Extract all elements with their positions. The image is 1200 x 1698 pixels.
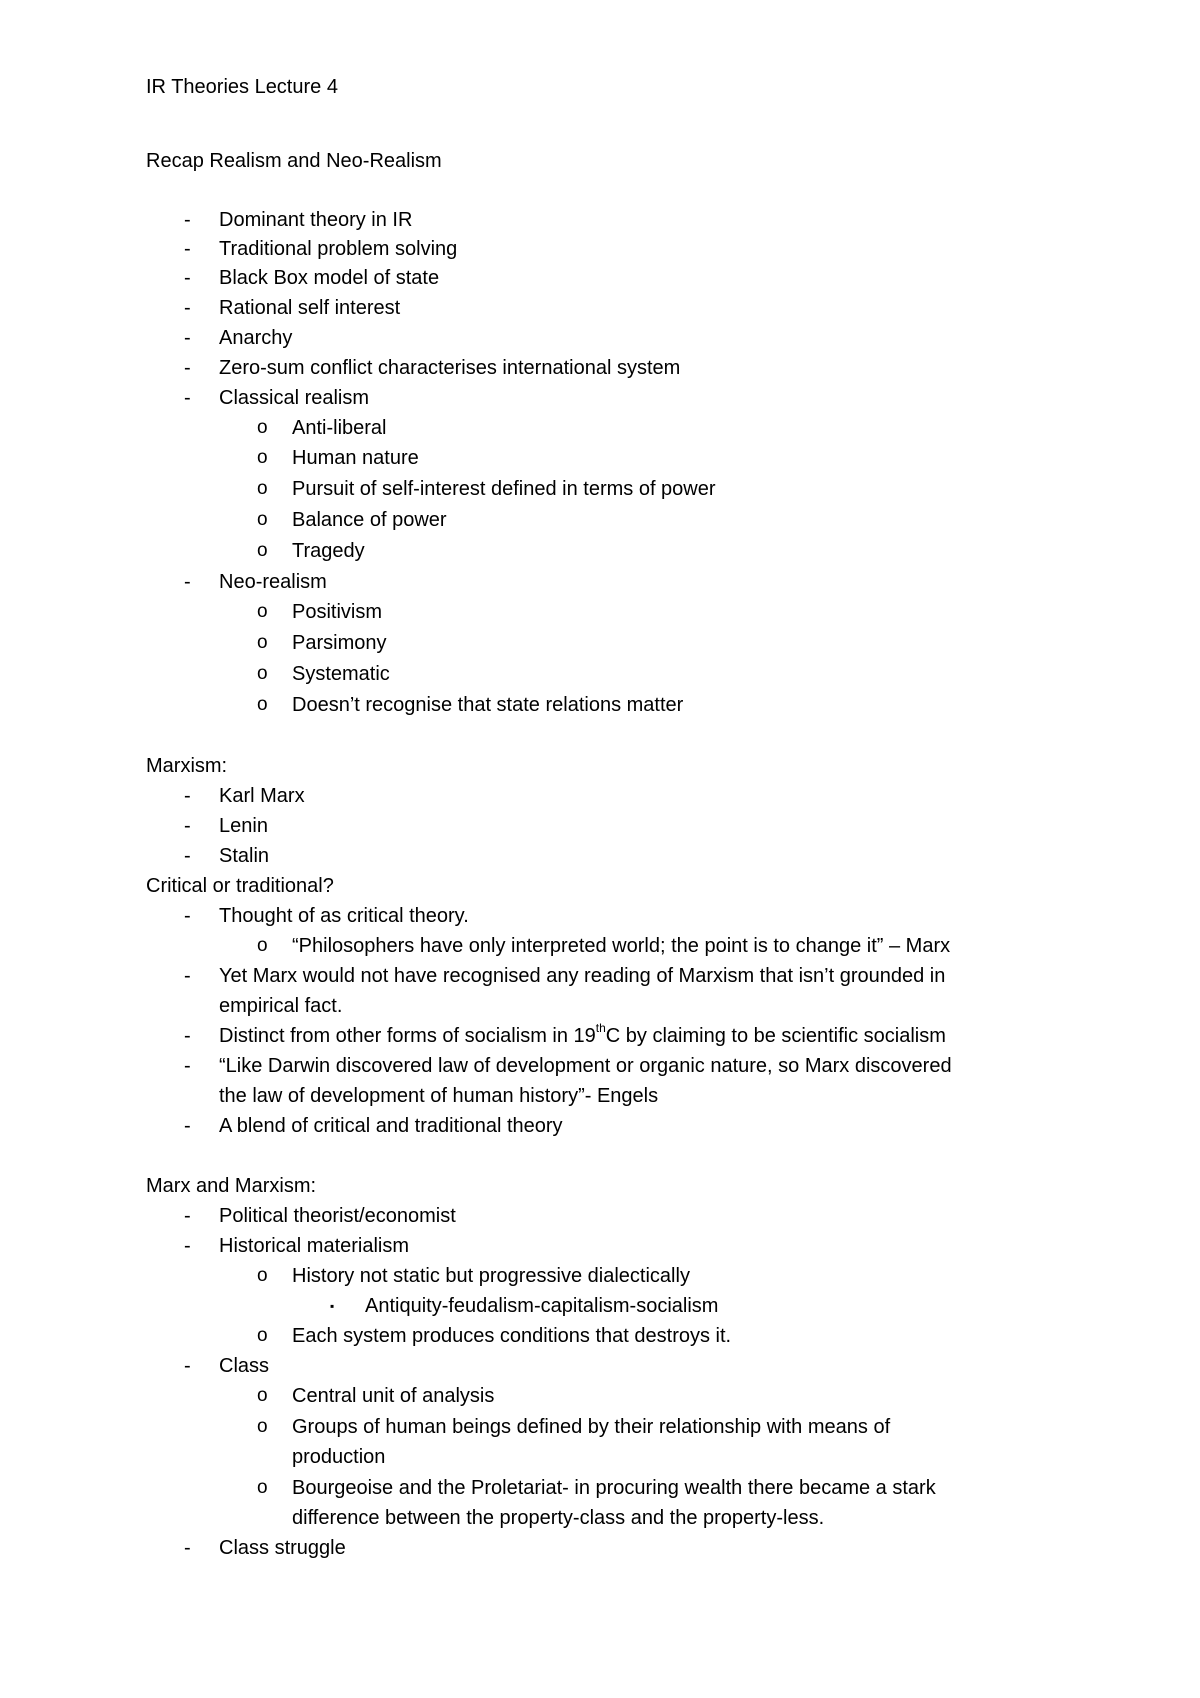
bullet-dash: - (184, 845, 191, 867)
bullet-circle: o (257, 540, 268, 561)
bullet-square: ▪ (330, 1299, 335, 1313)
bullet-dash: - (184, 965, 191, 987)
bullet-dash: - (184, 1355, 191, 1377)
list-item: Classical realism (219, 387, 370, 409)
bullet-circle: o (257, 1477, 268, 1498)
bullet-circle: o (257, 601, 268, 622)
sub-list-item: Central unit of analysis (292, 1385, 495, 1407)
bullet-circle: o (257, 632, 268, 653)
bullet-circle: o (257, 1385, 268, 1406)
list-item: Lenin (219, 815, 268, 837)
bullet-circle: o (257, 509, 268, 530)
sub-list-item: Parsimony (292, 632, 387, 654)
bullet-circle: o (257, 694, 268, 715)
list-item: Rational self interest (219, 297, 401, 319)
bullet-dash: - (184, 1205, 191, 1227)
bullet-dash: - (184, 1055, 191, 1077)
sub-list-item: Bourgeoise and the Proletariat- in procuring wealth there became a stark (292, 1477, 936, 1499)
list-item: Traditional problem solving (219, 238, 458, 260)
document-title: IR Theories Lecture 4 (146, 76, 338, 98)
sub-list-item: Groups of human beings defined by their relationship with means of (292, 1416, 891, 1438)
list-item: Zero-sum conflict characterises international system (219, 357, 681, 379)
bullet-dash: - (184, 209, 191, 231)
list-item: Political theorist/economist (219, 1205, 456, 1227)
recap-heading: Recap Realism and Neo-Realism (146, 150, 442, 172)
bullet-dash: - (184, 1115, 191, 1137)
list-item: Black Box model of state (219, 267, 440, 289)
bullet-circle: o (257, 417, 268, 438)
bullet-dash: - (184, 387, 191, 409)
bullet-circle: o (257, 1325, 268, 1346)
sub-list-item: “Philosophers have only interpreted world; the point is to change it” – Marx (292, 935, 951, 957)
bullet-dash: - (184, 815, 191, 837)
sub-list-item: Systematic (292, 663, 390, 685)
sub-list-item: History not static but progressive dialectically (292, 1265, 690, 1287)
bullet-dash: - (184, 297, 191, 319)
bullet-dash: - (184, 785, 191, 807)
sub-list-item: Anti-liberal (292, 417, 387, 439)
bullet-circle: o (257, 1265, 268, 1286)
bullet-dash: - (184, 238, 191, 260)
list-item-text: Distinct from other forms of socialism in 19 (219, 1025, 596, 1047)
superscript: th (595, 1021, 606, 1036)
bullet-dash: - (184, 571, 191, 593)
sub-list-item: Pursuit of self-interest defined in terms of power (292, 478, 716, 500)
list-item-continuation: empirical fact. (219, 995, 343, 1017)
critical-heading: Critical or traditional? (146, 875, 334, 897)
list-item-text: C by claiming to be scientific socialism (605, 1025, 946, 1047)
list-item: Class struggle (219, 1537, 346, 1559)
list-item (219, 1022, 946, 1050)
list-item: Anarchy (219, 327, 293, 349)
list-item: Yet Marx would not have recognised any reading of Marxism that isn’t grounded in (219, 965, 946, 987)
list-item: Karl Marx (219, 785, 305, 807)
sub-list-item: Positivism (292, 601, 383, 623)
bullet-dash: - (184, 327, 191, 349)
list-item: “Like Darwin discovered law of development or organic nature, so Marx discovered (219, 1055, 952, 1077)
list-item: Neo-realism (219, 571, 327, 593)
bullet-circle: o (257, 663, 268, 684)
bullet-dash: - (184, 905, 191, 927)
bullet-circle: o (257, 1416, 268, 1437)
bullet-dash: - (184, 1025, 191, 1047)
sub-list-item-continuation: production (292, 1446, 386, 1468)
bullet-dash: - (184, 1537, 191, 1559)
list-item: A blend of critical and traditional theory (219, 1115, 563, 1137)
sub-list-item: Each system produces conditions that destroys it. (292, 1325, 732, 1347)
bullet-circle: o (257, 935, 268, 956)
list-item: Historical materialism (219, 1235, 410, 1257)
list-item: Class (219, 1355, 270, 1377)
list-item: Dominant theory in IR (219, 209, 413, 231)
list-item: Stalin (219, 845, 270, 867)
marxism-heading: Marxism: (146, 755, 228, 777)
sub-list-item: Tragedy (292, 540, 365, 562)
sub-list-item: Human nature (292, 447, 419, 469)
sub-list-item: Balance of power (292, 509, 447, 531)
bullet-dash: - (184, 357, 191, 379)
list-item: Thought of as critical theory. (219, 905, 469, 927)
bullet-dash: - (184, 1235, 191, 1257)
bullet-circle: o (257, 478, 268, 499)
sub-sub-list-item: Antiquity-feudalism-capitalism-socialism (365, 1295, 719, 1317)
sub-list-item: Doesn’t recognise that state relations matter (292, 694, 684, 716)
bullet-dash: - (184, 267, 191, 289)
list-item-continuation: the law of development of human history”- Engels (219, 1085, 659, 1107)
sub-list-item-continuation: difference between the property-class and the property-less. (292, 1507, 825, 1529)
bullet-circle: o (257, 447, 268, 468)
marx-and-marxism-heading: Marx and Marxism: (146, 1175, 317, 1197)
